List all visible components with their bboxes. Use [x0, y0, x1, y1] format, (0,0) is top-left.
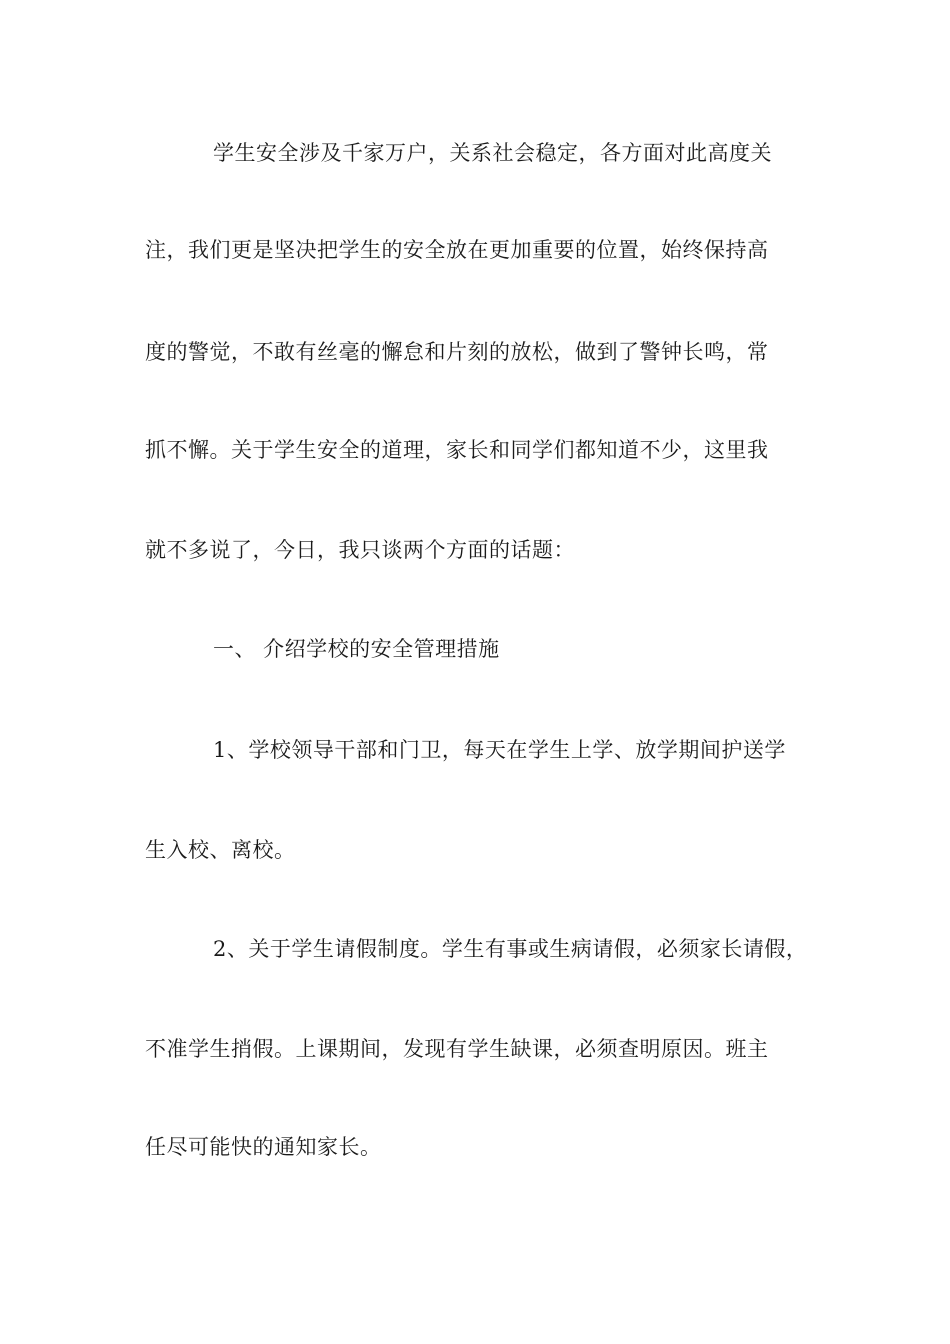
- paragraph-line: 注，我们更是坚决把学生的安全放在更加重要的位置，始终保持高: [145, 238, 769, 262]
- list-item-line: 2、关于学生请假制度。学生有事或生病请假，必须家长请假，: [213, 937, 808, 961]
- paragraph-line: 抓不懈。关于学生安全的道理，家长和同学们都知道不少，这里我: [145, 438, 769, 462]
- list-item-line: 不准学生捎假。上课期间，发现有学生缺课，必须查明原因。班主: [145, 1037, 769, 1061]
- paragraph-line: 学生安全涉及千家万户，关系社会稳定，各方面对此高度关: [213, 141, 772, 165]
- list-item-line: 生入校、离校。: [145, 838, 296, 862]
- paragraph-line: 度的警觉，不敢有丝毫的懈怠和片刻的放松，做到了警钟长鸣，常: [145, 340, 769, 364]
- paragraph-line: 就不多说了，今日，我只谈两个方面的话题：: [145, 538, 575, 562]
- list-item-line: 任尽可能快的通知家长。: [145, 1135, 382, 1159]
- list-item-line: 1、学校领导干部和门卫，每天在学生上学、放学期间护送学: [213, 738, 786, 762]
- section-heading: 一、 介绍学校的安全管理措施: [213, 637, 500, 661]
